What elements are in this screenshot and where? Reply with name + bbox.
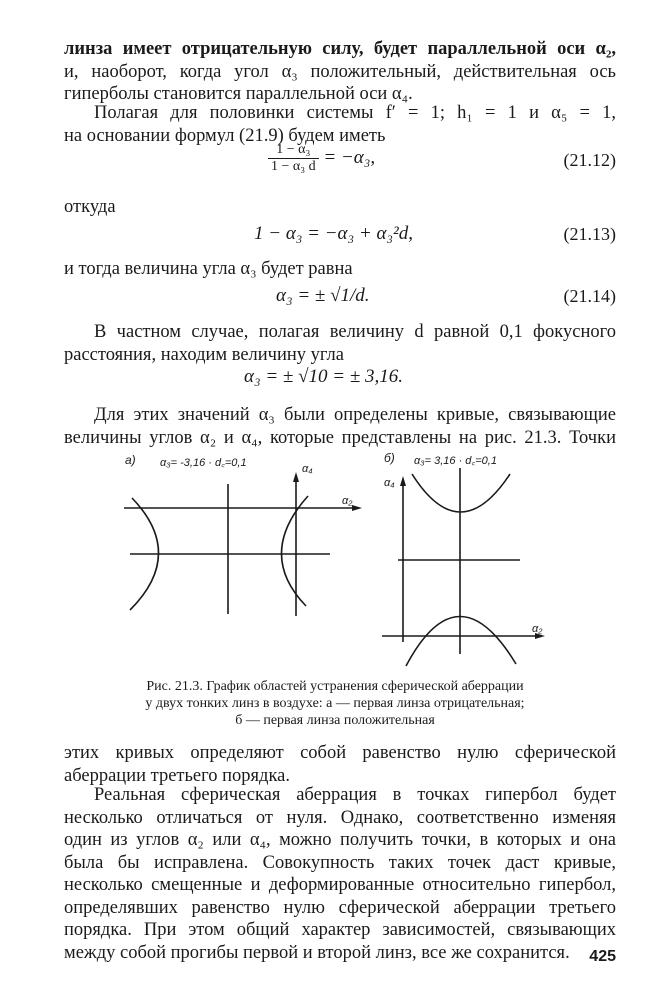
text-line: линза имеет отрицательную силу, будет параллельной оси α₂,	[64, 39, 616, 59]
fraction-denominator: 1 − α₃ d	[271, 159, 316, 174]
panel-a	[124, 478, 355, 616]
panel-b-params: α₃= 3,16 · d꜀=0,1	[414, 455, 497, 467]
hyperbola-upper-branch	[412, 474, 510, 512]
setup-paragraph	[64, 102, 616, 147]
text-line: между собой прогибы первой и второй линз, все же сохранится.	[64, 942, 570, 963]
panel-a-params: α₃= -3,16 · d꜀=0,1	[160, 457, 247, 469]
text-line: аберрации третьего порядка.	[64, 765, 291, 786]
text-line: и, наоборот, когда угол α₃ положительный, действительная ось	[64, 61, 616, 82]
after-paragraph	[64, 742, 616, 787]
fraction-numerator: 1 − α₃	[268, 142, 319, 159]
equation-21-14: α₃ = ± √1/d.	[276, 285, 370, 306]
panel-b-axis-y-label: α₄	[384, 477, 395, 489]
text-line: на основании формул (21.9) будем иметь	[64, 125, 386, 146]
equation-value: α₃ = ± √10 = ± 3,16.	[244, 366, 404, 387]
equation-rhs: = −α₃,	[323, 146, 376, 168]
panel-a-label: а)	[125, 453, 136, 467]
panel-b	[382, 468, 538, 666]
text-line: один из углов α₂ или α₄, можно получить точки, в которых и она	[64, 830, 616, 850]
hyperbola-right-branch	[281, 496, 308, 606]
text-line: порядка. При этом общий характер зависимостей, связывающих	[64, 920, 616, 940]
text-line: и тогда величина угла α₃ будет равна	[64, 259, 353, 279]
fraction	[268, 142, 319, 175]
figure-21-3	[0, 446, 646, 686]
hyperbola-lower-branch	[406, 616, 516, 666]
otkuda-line	[64, 196, 616, 219]
special-paragraph	[64, 321, 616, 366]
panel-b-label: б)	[384, 451, 395, 465]
figure-caption	[100, 678, 570, 729]
equation-21-12	[268, 142, 375, 175]
equation-number: (21.13)	[563, 224, 616, 244]
text-line: этих кривых определяют собой равенство нулю сферической	[64, 743, 616, 763]
panel-a-axis-x-label: α₂	[342, 495, 353, 507]
text-line: Полагая для половинки системы f′ = 1; h₁ = 1 и α₅ = 1,	[94, 103, 616, 123]
text-line: расстояния, находим величину угла	[64, 344, 345, 365]
text-line: гиперболы становится параллельной оси α₄.	[64, 84, 413, 104]
caption-line: Рис. 21.3. График областей устранения сферической аберрации	[146, 679, 524, 694]
caption-line: у двух тонких линз в воздухе: а — первая линза отрицательная;	[145, 696, 525, 711]
text-line: была бы исправлена. Совокупность таких точек даст кривые,	[64, 852, 616, 873]
page-number: 425	[589, 948, 616, 965]
caption-line: б — первая линза положительная	[235, 713, 435, 728]
text-line: Реальная сферическая аберрация в точках гипербол будет	[94, 785, 616, 805]
intro-paragraph	[64, 38, 616, 106]
text-line: величины углов α₂ и α₄, которые представлены на рис. 21.3. Точки	[64, 427, 616, 448]
panel-a-axis-y-label: α₄	[302, 463, 313, 475]
text-line: несколько отличаться от нуля. Однако, соответственно изменяя	[64, 807, 616, 828]
equation-number: (21.12)	[563, 150, 616, 170]
curves-paragraph	[64, 404, 616, 449]
text-line: Для этих значений α₃ были определены кривые, связывающие	[94, 405, 616, 425]
equation-21-13: 1 − α₃ = −α₃ + α₃²d,	[254, 223, 413, 244]
equation-number: (21.14)	[563, 286, 616, 306]
then-line	[64, 258, 616, 281]
final-paragraph	[64, 784, 616, 964]
panel-b-axis-x-label: α₂	[532, 623, 543, 635]
text-line: откуда	[64, 197, 116, 217]
text-line: В частном случае, полагая величину d равной 0,1 фокусного	[94, 322, 616, 342]
text-line: определявших равенство нулю сферической аберрации третьего	[64, 897, 616, 918]
text-line: несколько смещенные и деформированные относительно гипербол,	[64, 875, 616, 895]
